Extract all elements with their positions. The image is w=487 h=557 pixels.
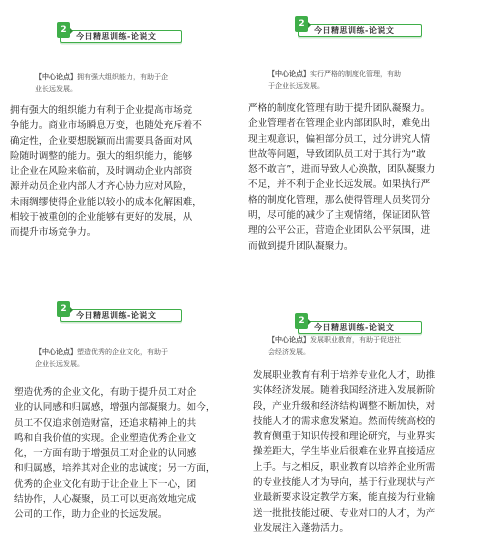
essay-paragraph: 塑造优秀的企业文化，有助于提升员工对企 业的认同感和归属感，增强内部凝聚力。如今， 员工不仅追求创造财富，还追求精神上的共 鸣和自我价值的实现。企业塑造优秀企业文 化，一方面有助于增强员工对企业的认同感 和归属感，培养其对企业的忠诚度；另一方面， 优秀的企业文化有助于让企业上下一心，团 结协作，人心凝聚，员工可以更高效地完成 公司的工作，助力企业的长远发展。 xyxy=(14,387,216,521)
central-argument: 【中心论点】塑造优秀的企业文化，有助于 企业长远发展。 xyxy=(35,348,168,368)
badge-title: 今日精思训练-论说文 xyxy=(76,311,157,320)
central-argument-label: 【中心论点】 xyxy=(35,73,77,81)
essay-paragraph: 严格的制度化管理有助于提升团队凝聚力。 企业管理者在管理企业内部团队时，难免出 现主观意识，偏袒部分员工，过分讲究人情 世故等问题，导致团队员工对于其行为“敢 怒不敢言”，进而导致人心涣散，团队凝聚力 不足，并不利于企业长远发展。如果执行严 格的制度化管理，那么使得管理人员奖罚分 明，尽可能的减少了主观情绪，保证团队管 理的公平公正，营造企业团队公平氛围，进 而做到提升团队凝聚力。 xyxy=(248,103,436,252)
essay-paragraph: 发展职业教育有利于培养专业化人才，助推 实体经济发展。随着我国经济进入发展新阶 段，产业升级和经济结构调整不断加快，对 技能人才的需求愈发紧迫。然而传统高校的 教育侧重于知识传授和理论研究，与业界实 操差距大，学生毕业后很难在业界直接适应 上手。与之相反，职业教育以培养企业所需 的专业技能人才为导向，基于行业现状与产 业最新要求设定教学方案，能直接为行业输 送一批批技能过硬、专业对口的人才，为产 业发展注入蓬勃活力。 xyxy=(253,370,436,534)
section-badge xyxy=(60,24,182,43)
essay-paragraph: 拥有强大的组织能力有利于企业提高市场竞 争能力。商业市场瞬息万变，也随处充斥着不 确定性，企业要想脱颖而出需要具备面对风 险随时调整的能力。强大的组织能力，能够 让企业在风险来临前，及时调动企业内部资 源并动员企业内部人才齐心协力应对风险， 未雨绸缪使得企业能以较小的成本化解困难， 相较于被重创的企业能够有更好的发展，从 而提升市场竞争力。 xyxy=(10,105,202,239)
section-badge xyxy=(298,18,422,37)
badge-number: 2 xyxy=(57,22,70,38)
section-badge xyxy=(298,315,422,334)
central-argument-label: 【中心论点】 xyxy=(268,70,310,78)
central-argument: 【中心论点】拥有强大组织能力，有助于企 业长远发展。 xyxy=(35,73,168,93)
badge-title: 今日精思训练-论说文 xyxy=(76,32,157,41)
central-argument: 【中心论点】实行严格的制度化管理，有助 于企业长远发展。 xyxy=(268,70,401,90)
badge-number: 2 xyxy=(295,16,308,32)
central-argument-label: 【中心论点】 xyxy=(268,336,310,344)
section-badge xyxy=(60,303,182,322)
badge-title: 今日精思训练-论说文 xyxy=(314,26,395,35)
central-argument-label: 【中心论点】 xyxy=(35,348,77,356)
badge-number: 2 xyxy=(57,301,70,317)
central-argument: 【中心论点】发展职业教育，有助于促进社 会经济发展。 xyxy=(268,336,401,356)
badge-number: 2 xyxy=(295,313,308,329)
badge-title: 今日精思训练-论说文 xyxy=(314,323,395,332)
